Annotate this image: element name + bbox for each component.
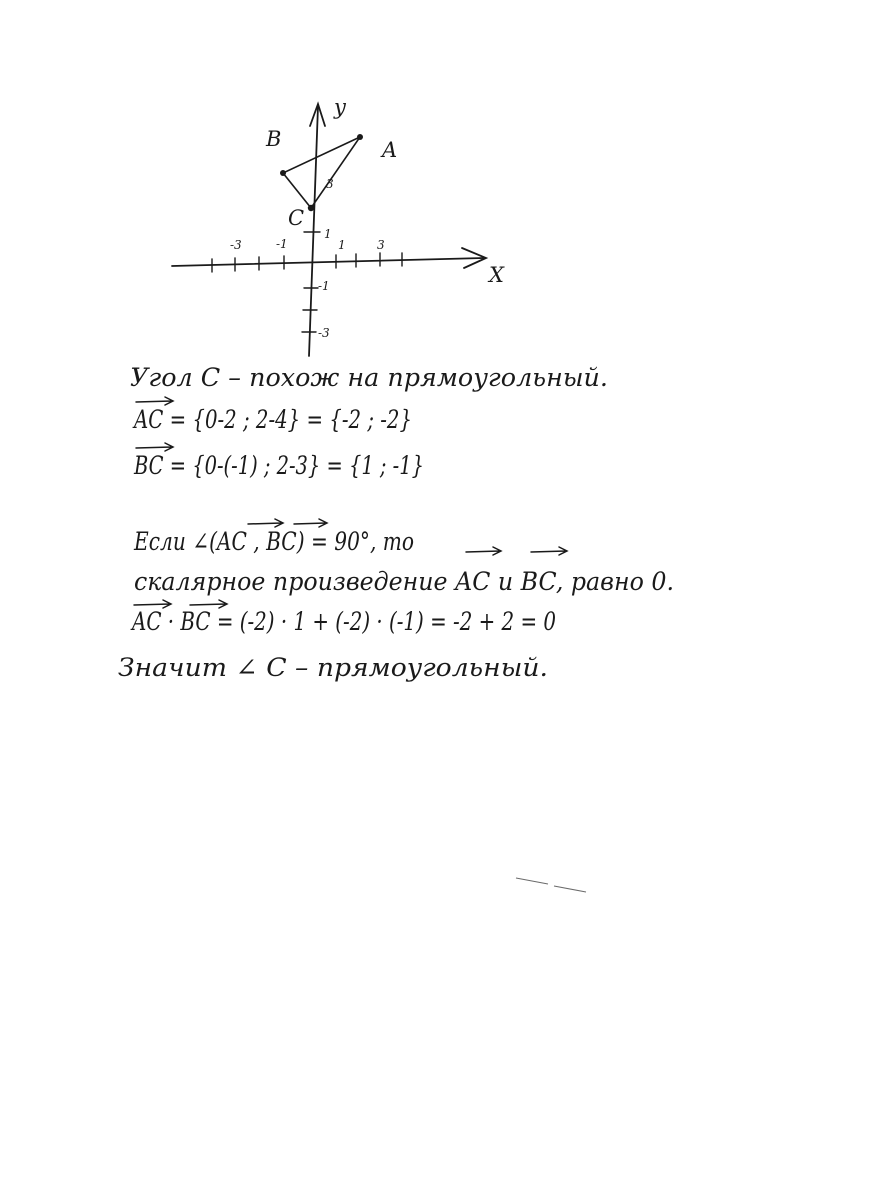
tick-label-y-1: 1 (324, 227, 332, 241)
vector-arrow-ac-3 (466, 547, 501, 555)
tick-label-x-neg3: -3 (230, 238, 242, 252)
tick-label-y-neg1: -1 (318, 279, 330, 293)
point-a-label: A (382, 138, 398, 162)
solution-line-5: скалярное произведение AC и BC, равно 0. (134, 567, 674, 596)
solution-line-6: AC · BC = (-2) · 1 + (-2) · (-1) = -2 + 2 = 0 (130, 607, 557, 636)
tick-label-y-3: 3 (326, 177, 334, 191)
tick-label-x-neg1: -1 (276, 237, 288, 251)
point-b-label: B (266, 127, 282, 151)
vertex-b-dot (280, 170, 286, 176)
vertex-c-dot (308, 205, 314, 211)
stray-mark (516, 878, 586, 892)
vector-arrow-bc-1 (136, 443, 173, 451)
triangle-abc (283, 137, 360, 208)
vertex-a-dot (357, 134, 363, 140)
tick-label-y-neg3: -3 (318, 326, 330, 340)
x-axis (172, 258, 484, 266)
y-axis (309, 106, 318, 356)
solution-line-2: AC = {0-2 ; 2-4} = {-2 ; -2} (132, 405, 412, 434)
vector-arrow-ac-1 (136, 397, 173, 405)
vector-arrow-ac-2 (248, 519, 283, 527)
solution-line-7: Значит ∠ С – прямоугольный. (118, 653, 548, 682)
solution-text (118, 363, 674, 682)
vector-arrow-bc-2 (294, 519, 327, 527)
y-axis-label: y (334, 95, 346, 119)
point-c-label: C (288, 206, 305, 230)
tick-label-x-3: 3 (377, 238, 385, 252)
solution-line-1: Угол С – похож на прямоугольный. (130, 363, 608, 392)
x-axis-label: X (489, 263, 504, 287)
tick-label-x-1: 1 (338, 238, 346, 252)
solution-line-3: BC = {0-(-1) ; 2-3} = {1 ; -1} (133, 451, 424, 480)
vector-arrow-bc-3 (531, 547, 567, 555)
solution-line-4: Если ∠(AC , BC) = 90°, то (133, 527, 415, 556)
